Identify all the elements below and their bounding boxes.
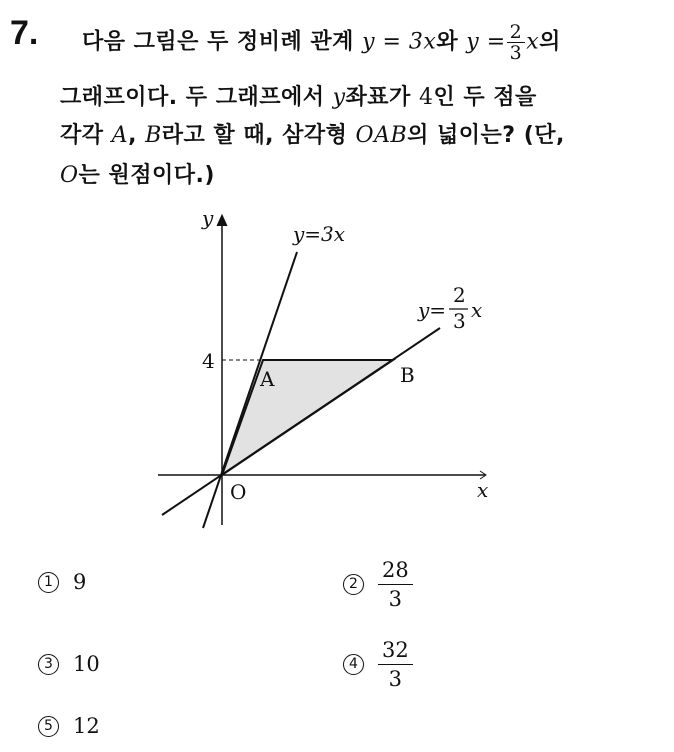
choice-marker: 4 (343, 654, 364, 675)
graph-figure (150, 205, 510, 535)
y-axis-label: y (202, 206, 214, 230)
fraction-2-3: $\frac{2}{3}$ (507, 22, 526, 63)
question-number: 7. (10, 14, 39, 52)
choice-4[interactable] (343, 636, 413, 693)
choice-3[interactable] (38, 652, 100, 676)
svg-text:y=: y= (418, 298, 447, 322)
choice-value: 12 (73, 714, 100, 738)
question-line-4: O는 원점이다.) (60, 163, 215, 188)
line1-label: y=3x (293, 222, 346, 246)
choice-fraction: $\frac{32}{3}$ (378, 636, 413, 693)
question-text: 다음 그림은 두 정비례 관계 (82, 29, 363, 55)
choice-5[interactable] (38, 714, 100, 738)
equation-y3x: y = 3x (362, 29, 437, 55)
equation-lhs: y = (466, 29, 506, 55)
equation-var: x (526, 29, 540, 55)
choice-1[interactable] (38, 570, 86, 594)
svg-text:x: x (471, 298, 483, 322)
choice-fraction: $\frac{28}{3}$ (378, 556, 413, 613)
question-line-1 (82, 22, 561, 63)
choice-2[interactable] (343, 556, 413, 613)
svg-text:2: 2 (453, 283, 466, 307)
choice-marker: 2 (343, 574, 364, 595)
y-axis-arrow (217, 215, 227, 226)
question-text: 의 (539, 29, 561, 55)
point-b-label: B (400, 363, 415, 387)
question-line-3: 각각 A, B라고 할 때, 삼각형 OAB의 넓이는? (단, (60, 123, 565, 148)
y-tick-4: 4 (202, 349, 215, 373)
svg-text:3: 3 (453, 309, 466, 333)
choice-marker: 5 (38, 716, 59, 737)
question-text: 와 (436, 29, 467, 55)
x-axis-label: x (477, 478, 489, 502)
choice-marker: 1 (38, 572, 59, 593)
choice-value: 10 (73, 652, 100, 676)
point-a-label: A (260, 367, 275, 391)
choice-marker: 3 (38, 654, 59, 675)
origin-label: O (230, 480, 247, 504)
question-line-2: 그래프이다. 두 그래프에서 y좌표가 4인 두 점을 (60, 85, 537, 110)
line2-label (417, 283, 482, 333)
choice-value: 9 (73, 570, 87, 594)
